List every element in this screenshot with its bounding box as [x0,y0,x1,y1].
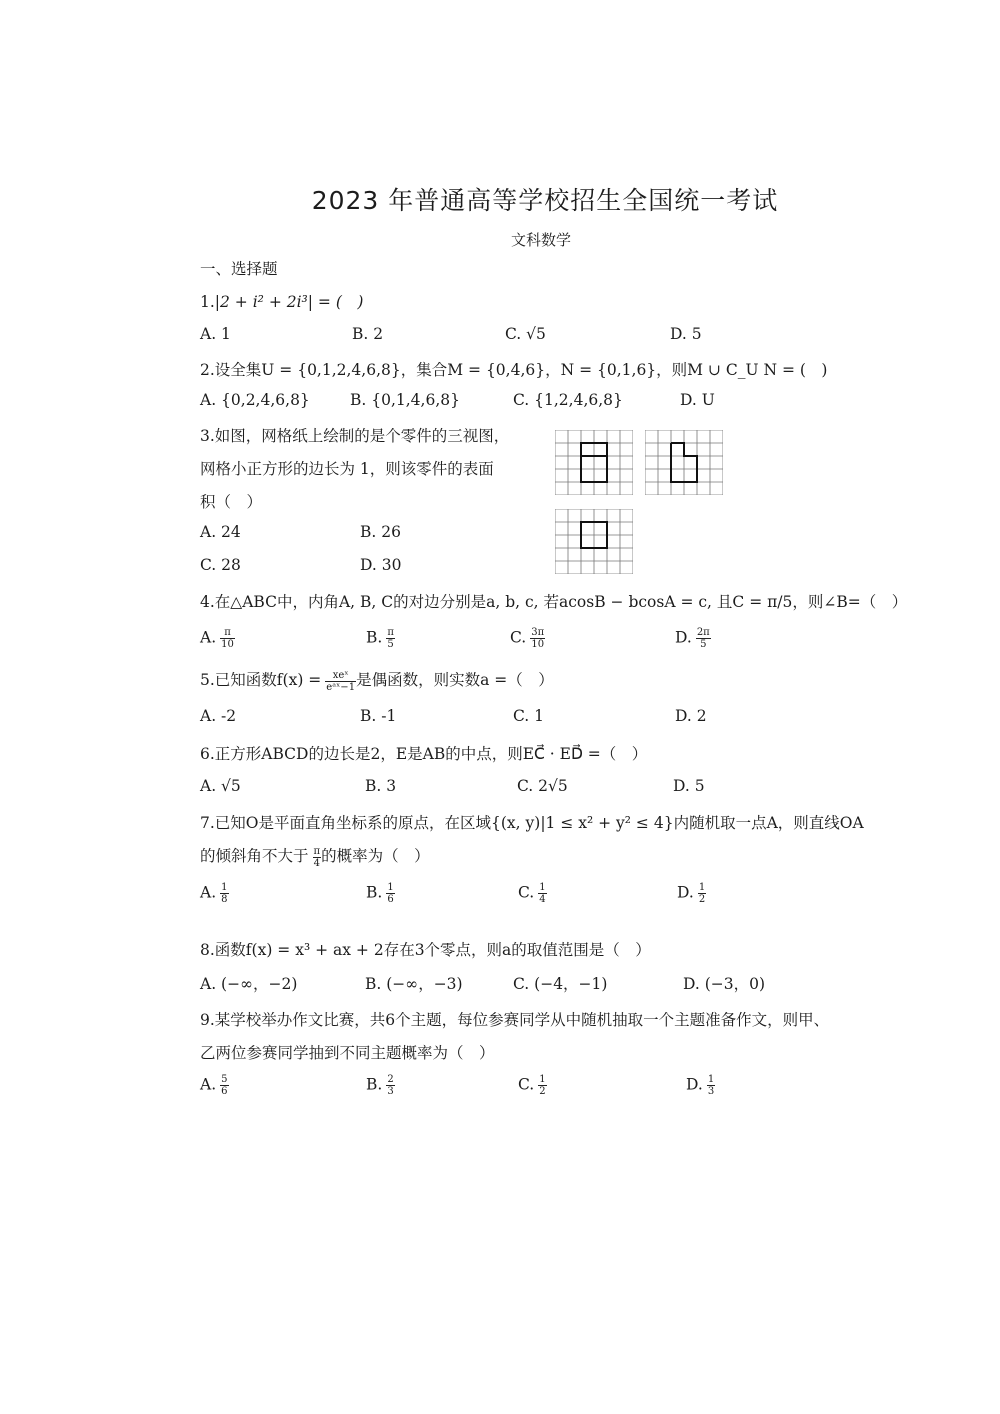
option-b: B. $\frac{1}{6}$ [366,882,394,905]
option-d: D. $\frac{1}{2}$ [677,882,706,905]
option-c: C. (−4，−1) [513,975,608,993]
question-number: 2. [200,361,215,379]
question-stem-line: 积（ ） [200,493,263,511]
question-stem-line: 的倾斜角不大于 $\frac{\pi}{4}$ 的概率为（ ） [200,845,430,869]
question-stem-line: 网格小正方形的边长为 1，则该零件的表面 [200,460,494,478]
option-a: A. $\frac{5}{6}$ [200,1074,228,1097]
option-a: A. $\frac{1}{8}$ [200,882,228,905]
question-4 [200,590,907,612]
question-5: 5.已知函数f(x) = $\frac{\text{xeˣ}}{\text{eᵃˣ−1}}$ 是偶函数，则实数a =（ ） [200,669,554,693]
option-d: D. U [680,391,715,409]
question-number: 5. [200,671,215,689]
option-c: C. 2√5 [517,777,568,795]
question-stem-line: 乙两位参赛同学抽到不同主题概率为（ ） [200,1044,495,1062]
question-2 [200,358,827,380]
question-8 [200,938,651,960]
top-view-grid [555,509,633,574]
option-a: A. $\frac{\pi}{10}$ [200,627,234,650]
option-d: D. 5 [670,325,702,343]
option-b: B. {0,1,4,6,8} [350,391,460,409]
option-c: C. $\frac{1}{2}$ [518,1074,546,1097]
question-9 [200,1008,829,1030]
question-1 [200,290,363,312]
option-c: C. 28 [200,556,241,574]
question-number: 1. [200,293,215,311]
option-a: A. 24 [200,523,241,541]
option-d: D. (−3，0) [683,975,766,993]
option-b: B. -1 [360,707,397,725]
question-stem-line: 某学校举办作文比赛，共6个主题，每位参赛同学从中随机抽取一个主题准备作文，则甲、 [214,1011,830,1029]
question-number: 3. [200,427,215,445]
question-number: 7. [200,814,215,832]
option-c: C. $\frac{3\pi}{10}$ [510,627,545,650]
section-heading: 一、选择题 [200,260,278,278]
option-d: D. 2 [675,707,707,725]
question-number: 4. [200,593,215,611]
option-a: A. -2 [200,707,237,725]
question-stem: |2 + i² + 2i³| = ( ) [214,293,364,311]
page-title: 2023 年普通高等学校招生全国统一考试 [311,186,779,215]
option-a: A. √5 [200,777,241,795]
option-b: B. 3 [365,777,397,795]
page-subtitle: 文科数学 [510,231,571,249]
question-stem-line: 已知O是平面直角坐标系的原点，在区域{(x, y)|1 ≤ x² + y² ≤ 4}内随机取一点A，则直线OA [214,814,864,832]
option-d: D. 30 [360,556,402,574]
front-view-grid [555,430,633,495]
question-stem: 设全集U = {0,1,2,4,6,8}，集合M = {0,4,6}，N = {0,1,6}，则M ∪ C_U N = ( ) [214,361,828,379]
option-b: B. 26 [360,523,401,541]
question-stem: 正方形ABCD的边长是2，E是AB的中点，则EC⃗ · ED⃗ =（ ） [214,745,648,763]
option-c: C. 1 [513,707,545,725]
question-stem: 在△ABC中，内角A, B, C的对边分别是a, b, c, 若acosB − bcosA = c, 且C = π/5，则∠B=（ ） [214,593,908,611]
option-d: D. $\frac{2\pi}{5}$ [675,627,710,650]
option-c: C. $\frac{1}{4}$ [518,882,546,905]
option-d: D. $\frac{1}{3}$ [686,1074,715,1097]
option-a: A. (−∞，−2) [200,975,298,993]
question-3 [200,424,509,446]
option-a: A. 1 [200,325,231,343]
question-number: 9. [200,1011,215,1029]
option-c: C. {1,2,4,6,8} [513,391,623,409]
option-b: B. $\frac{2}{3}$ [366,1074,394,1097]
question-stem: 函数f(x) = x³ + ax + 2存在3个零点，则a的取值范围是（ ） [214,941,651,959]
option-a: A. {0,2,4,6,8} [200,391,310,409]
option-c: C. √5 [505,325,546,343]
option-b: B. 2 [352,325,384,343]
question-6 [200,742,647,764]
question-number: 8. [200,941,215,959]
option-b: B. (−∞，−3) [365,975,463,993]
question-7 [200,811,864,833]
question-stem-line: 如图，网格纸上绘制的是个零件的三视图， [214,427,510,445]
option-d: D. 5 [673,777,705,795]
side-view-grid [645,430,723,495]
option-b: B. $\frac{\pi}{5}$ [366,627,394,650]
question-number: 6. [200,745,215,763]
